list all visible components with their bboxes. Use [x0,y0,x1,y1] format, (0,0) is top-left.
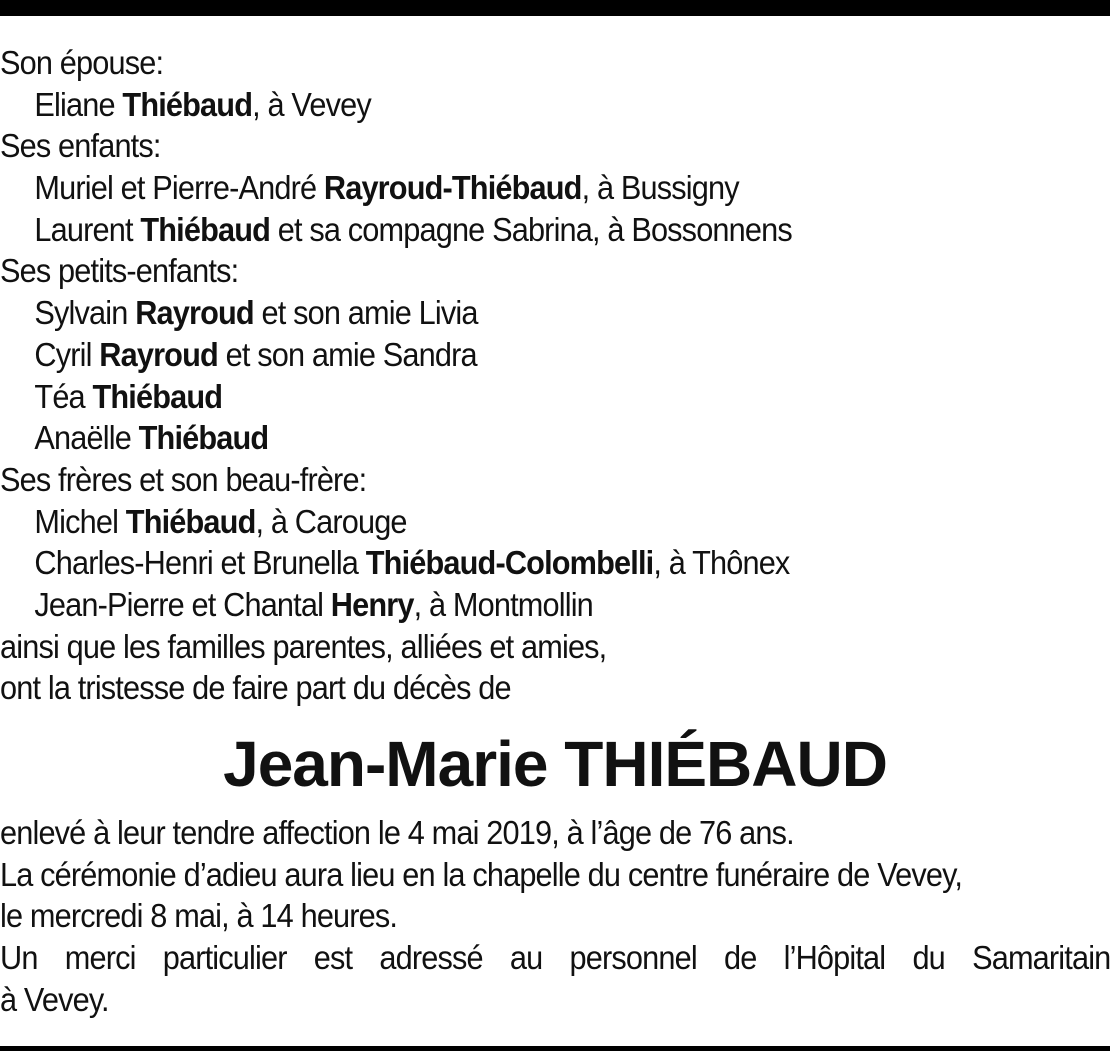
surname: Henry [330,585,414,623]
surname: Thiébaud [125,502,256,540]
sibling-entry [0,542,1032,584]
details-line-age: enlevé à leur tendre affection le 4 mai 2019, à l’âge de 76 ans. [0,814,794,851]
first-names: Muriel et Pierre-André [34,169,317,207]
surname: Thiébaud [92,377,223,415]
entry-rest: et son amie Livia [253,294,478,332]
family-list [0,42,1032,709]
spouse-entry [0,84,1032,126]
details-line-date: le mercredi 8 mai, à 14 heures. [0,897,398,935]
grandchild-entry [0,292,1032,334]
surname: Thiébaud [138,419,269,457]
surname: Rayroud-Thiébaud [323,169,582,207]
surname: Thiébaud [140,210,271,248]
first-names: Michel [34,502,119,540]
first-names: Cyril [34,335,92,373]
grandchild-entry [0,376,1032,418]
sibling-entry [0,501,1032,543]
child-entry [0,167,1032,209]
deceased-name: Jean-Marie THIÉBAUD [223,728,887,800]
first-names: Laurent [34,210,133,248]
announcement-line: ont la tristesse de faire part du décès de [0,669,511,707]
surname: Rayroud [99,335,218,373]
entry-rest: , à Carouge [255,502,407,540]
first-names: Téa [34,377,85,415]
child-entry [0,209,1032,251]
bottom-rule [0,1046,1110,1051]
surname: Thiébaud-Colombelli [365,544,654,582]
entry-rest: et sa compagne Sabrina, à Bossonnens [270,210,792,248]
children-heading: Ses enfants: [0,127,161,165]
entry-rest: , à Thônex [653,544,790,582]
details-line-thanks: Un merci particulier est adressé au personnel de l’Hôpital du Samaritain [0,939,1110,977]
siblings-heading: Ses frères et son beau-frère: [0,460,367,498]
first-names: Jean-Pierre et Chantal [34,585,324,623]
entry-rest: , à Bussigny [581,169,739,207]
surname: Thiébaud [122,85,253,123]
details-line-ceremony: La cérémonie d’adieu aura lieu en la chapelle du centre funéraire de Vevey, [0,855,963,893]
first-names: Anaëlle [34,419,131,457]
grandchild-entry [0,417,1032,459]
surname: Rayroud [135,294,254,332]
spouse-heading: Son épouse: [0,44,164,81]
grandchildren-heading: Ses petits-enfants: [0,252,239,290]
entry-rest: et son amie Sandra [217,335,477,373]
grandchild-entry [0,334,1032,376]
first-names: Sylvain [34,294,128,332]
others-line: ainsi que les familles parentes, alliées et amies, [0,627,607,665]
top-rule [0,0,1110,16]
first-names: Eliane [34,85,115,123]
entry-rest: , à Montmollin [413,585,593,623]
sibling-entry [0,584,1032,626]
details-block [0,812,1110,1020]
entry-rest: , à Vevey [252,85,371,123]
details-line-place: à Vevey. [0,980,109,1018]
first-names: Charles-Henri et Brunella [34,544,359,582]
